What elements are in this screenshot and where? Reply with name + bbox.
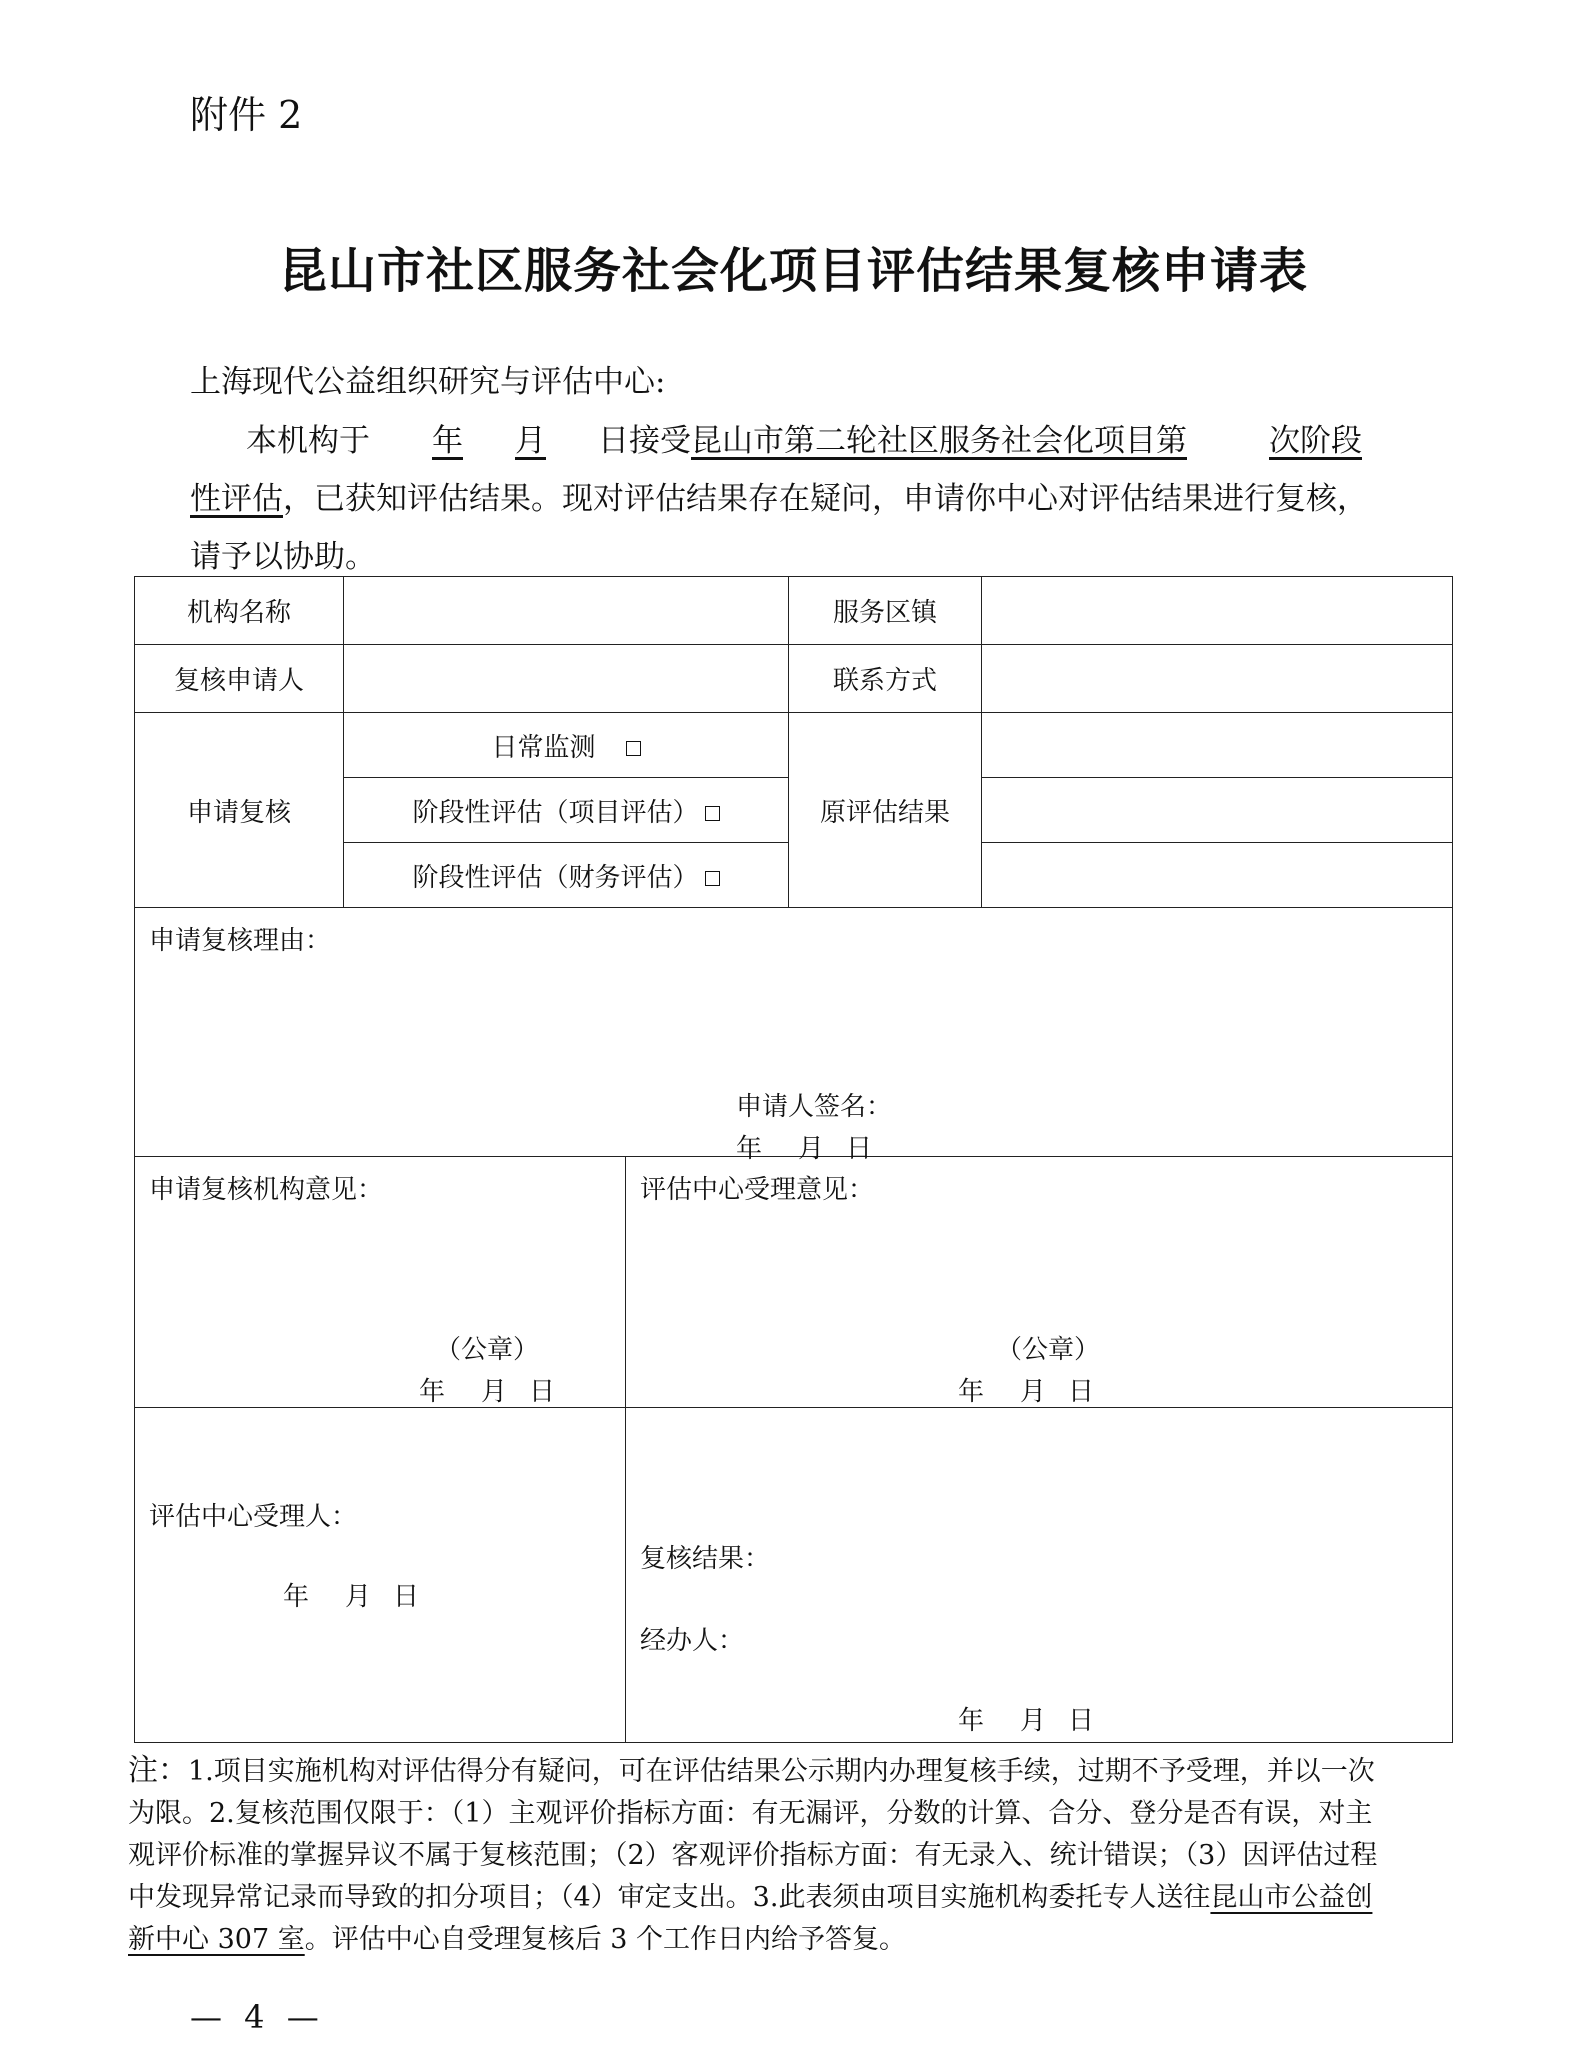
- option-financial-evaluation-label: 阶段性评估（财务评估）: [412, 862, 699, 893]
- handler-cell[interactable]: [135, 1408, 626, 1743]
- org-seal: （公章）: [435, 1335, 540, 1365]
- letter-year: 年: [432, 423, 463, 459]
- letter-line-1: [190, 412, 1405, 470]
- reason-date: 年 月 日: [736, 1134, 873, 1164]
- note-location: 昆山市公益创新中心 307 室: [128, 1882, 1373, 1955]
- checkbox-icon[interactable]: [705, 806, 720, 821]
- option-project-evaluation-label: 阶段性评估（项目评估）: [412, 797, 699, 828]
- addressee: 上海现代公益组织研究与评估中心:: [190, 364, 666, 400]
- page-number: — 4 —: [190, 1998, 325, 2036]
- accept-text: 接受: [629, 423, 691, 459]
- reason-label: 申请复核理由：: [149, 926, 332, 956]
- option-daily-monitoring[interactable]: [344, 713, 789, 778]
- option-project-evaluation[interactable]: [344, 778, 789, 843]
- stage-tail: 性评估: [190, 481, 283, 517]
- signature-label: 申请人签名：: [736, 1092, 893, 1122]
- org-opinion-cell[interactable]: [135, 1157, 626, 1408]
- org-name-label: 机构名称: [135, 577, 344, 645]
- district-field[interactable]: [982, 577, 1453, 645]
- applicant-label: 复核申请人: [135, 645, 344, 713]
- handler-label: 评估中心受理人：: [149, 1502, 358, 1532]
- attachment-label: 附件 2: [190, 93, 303, 137]
- original-result-field-2[interactable]: [982, 778, 1453, 843]
- letter-line-2: [190, 470, 1405, 528]
- date-underline: [370, 423, 598, 459]
- district-label: 服务区镇: [789, 577, 982, 645]
- applicant-field[interactable]: [344, 645, 789, 713]
- apply-review-label: 申请复核: [135, 713, 344, 908]
- contact-label: 联系方式: [789, 645, 982, 713]
- original-result-field-3[interactable]: [982, 843, 1453, 908]
- footnote: [128, 1750, 1398, 1961]
- result-date: 年 月 日: [958, 1706, 1095, 1736]
- letter-closing: 请予以协助。: [190, 539, 376, 575]
- operator-label: 经办人：: [640, 1626, 745, 1656]
- project-name: 昆山市第二轮社区服务社会化项目第 次阶段: [691, 423, 1362, 459]
- note-lead: 注：: [128, 1753, 188, 1788]
- letter-month: 月: [515, 423, 546, 459]
- handler-date: 年 月 日: [283, 1582, 420, 1612]
- result-cell[interactable]: [626, 1408, 1453, 1743]
- option-financial-evaluation[interactable]: [344, 843, 789, 908]
- option-daily-monitoring-label: 日常监测: [491, 732, 596, 763]
- center-opinion-label: 评估中心受理意见：: [640, 1175, 875, 1205]
- result-label: 复核结果：: [640, 1544, 771, 1574]
- org-name-field[interactable]: [344, 577, 789, 645]
- checkbox-icon[interactable]: [705, 871, 720, 886]
- center-opinion-date: 年 月 日: [958, 1377, 1095, 1407]
- checkbox-icon[interactable]: [626, 741, 641, 756]
- line1-prefix: 本机构于: [246, 423, 370, 459]
- note-text-2: 。评估中心自受理复核后 3 个工作日内给予答复。: [304, 1924, 907, 1955]
- review-form-table: [134, 576, 1453, 1743]
- center-seal: （公章）: [996, 1335, 1101, 1365]
- letter-body: ，已获知评估结果。现对评估结果存在疑问，申请你中心对评估结果进行复核，: [283, 481, 1368, 517]
- note-text-1: 1.项目实施机构对评估得分有疑问，可在评估结果公示期内办理复核手续，过期不予受理，并以一次为限。2.复核范围仅限于：（1）主观评价指标方面：有无漏评，分数的计算、合分、登分是否有误，对主观评价标准的掌握异议不属于复核范围；（2）客观评价指标方面：有无录入、统计错误；（3）因评估过程中发现异常记录而导致的扣分项目；（4）审定支出。3.此表须由项目实施机构委托专人送往: [128, 1756, 1378, 1913]
- org-opinion-date: 年 月 日: [419, 1377, 556, 1407]
- letter-day: 日: [598, 423, 629, 459]
- contact-field[interactable]: [982, 645, 1453, 713]
- original-result-field-1[interactable]: [982, 713, 1453, 778]
- reason-cell[interactable]: [135, 908, 1453, 1164]
- org-opinion-label: 申请复核机构意见：: [149, 1175, 384, 1205]
- original-result-label: 原评估结果: [789, 713, 982, 908]
- page-title: 昆山市社区服务社会化项目评估结果复核申请表: [278, 243, 1308, 299]
- center-opinion-cell[interactable]: [626, 1157, 1453, 1408]
